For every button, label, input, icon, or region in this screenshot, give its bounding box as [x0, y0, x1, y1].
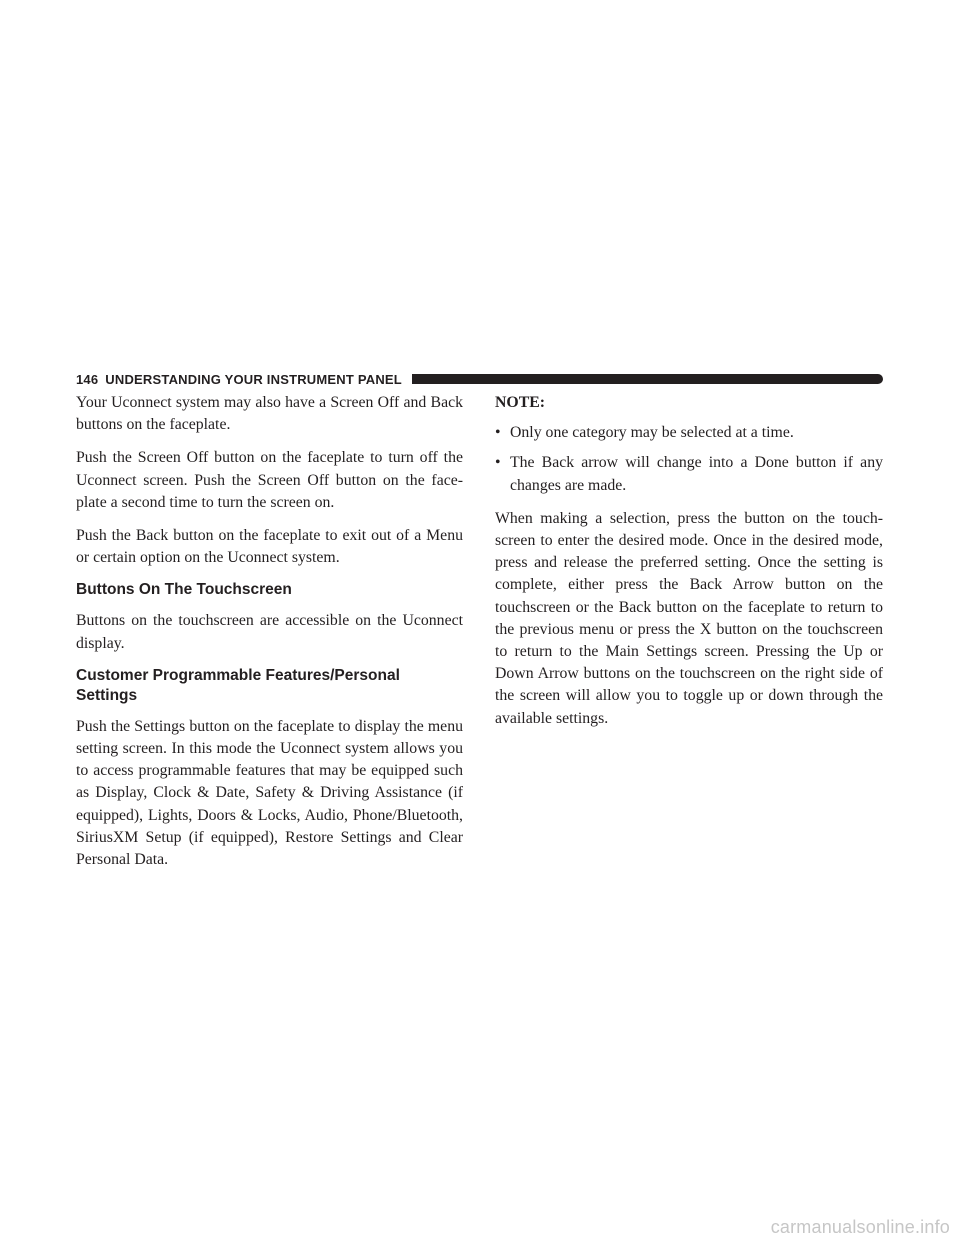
- paragraph: When making a selection, press the button on the touch-screen to enter the desired mode. Once in the desired mode, press and release the preferred setting. Once the setting is complete, either press the Back Arrow button on the touchscreen or the Back button on the faceplate to return to the previous menu or press the X button on the touchscreen to return to the Main Settings screen. Pressing the Up or Down Arrow buttons on the touchscreen on the right side of the screen will allow you to toggle up or down through the available settings.: [495, 509, 883, 727]
- right-column: [495, 392, 883, 741]
- watermark-link[interactable]: carmanualsonline.info: [770, 1217, 950, 1237]
- list-item-text: The Back arrow will change into a Done button if any changes are made.: [510, 454, 883, 494]
- header-bar: [412, 374, 883, 384]
- section-heading: Buttons On The Touchscreen: [76, 581, 292, 599]
- list-item: [495, 452, 883, 496]
- paragraph: Push the Screen Off button on the faceplate to turn off the Uconnect screen. Push the Screen Off button on the face-plate a second time to turn the screen on.: [76, 449, 463, 511]
- page-header: [76, 370, 883, 388]
- note-list: [495, 422, 883, 497]
- bullet-icon: •: [495, 424, 501, 442]
- paragraph: Push the Back button on the faceplate to exit out of a Menu or certain option on the Uconnect system.: [76, 527, 463, 567]
- page-number: 146: [76, 371, 99, 387]
- left-column: [76, 392, 463, 882]
- list-item-text: Only one category may be selected at a time.: [510, 424, 794, 442]
- list-item: [495, 422, 883, 444]
- paragraph: Your Uconnect system may also have a Screen Off and Back buttons on the faceplate.: [76, 394, 463, 434]
- paragraph: Buttons on the touchscreen are accessible on the Uconnect display.: [76, 612, 463, 652]
- note-title: NOTE:: [495, 394, 546, 411]
- section-title: UNDERSTANDING YOUR INSTRUMENT PANEL: [105, 371, 402, 387]
- paragraph: Push the Settings button on the faceplate to display the menu setting screen. In this mode the Uconnect system allows you to access programmable features that may be equipped such as Display, Clock & Date, Safety & Driving Assistance (if equipped), Lights, Doors & Locks, Audio, Phone/Bluetooth, SiriusXM Setup (if equipped), Restore Settings and Clear Personal Data.: [76, 717, 463, 869]
- bullet-icon: •: [495, 454, 501, 472]
- section-heading: Customer Programmable Features/Personal Settings: [76, 666, 400, 704]
